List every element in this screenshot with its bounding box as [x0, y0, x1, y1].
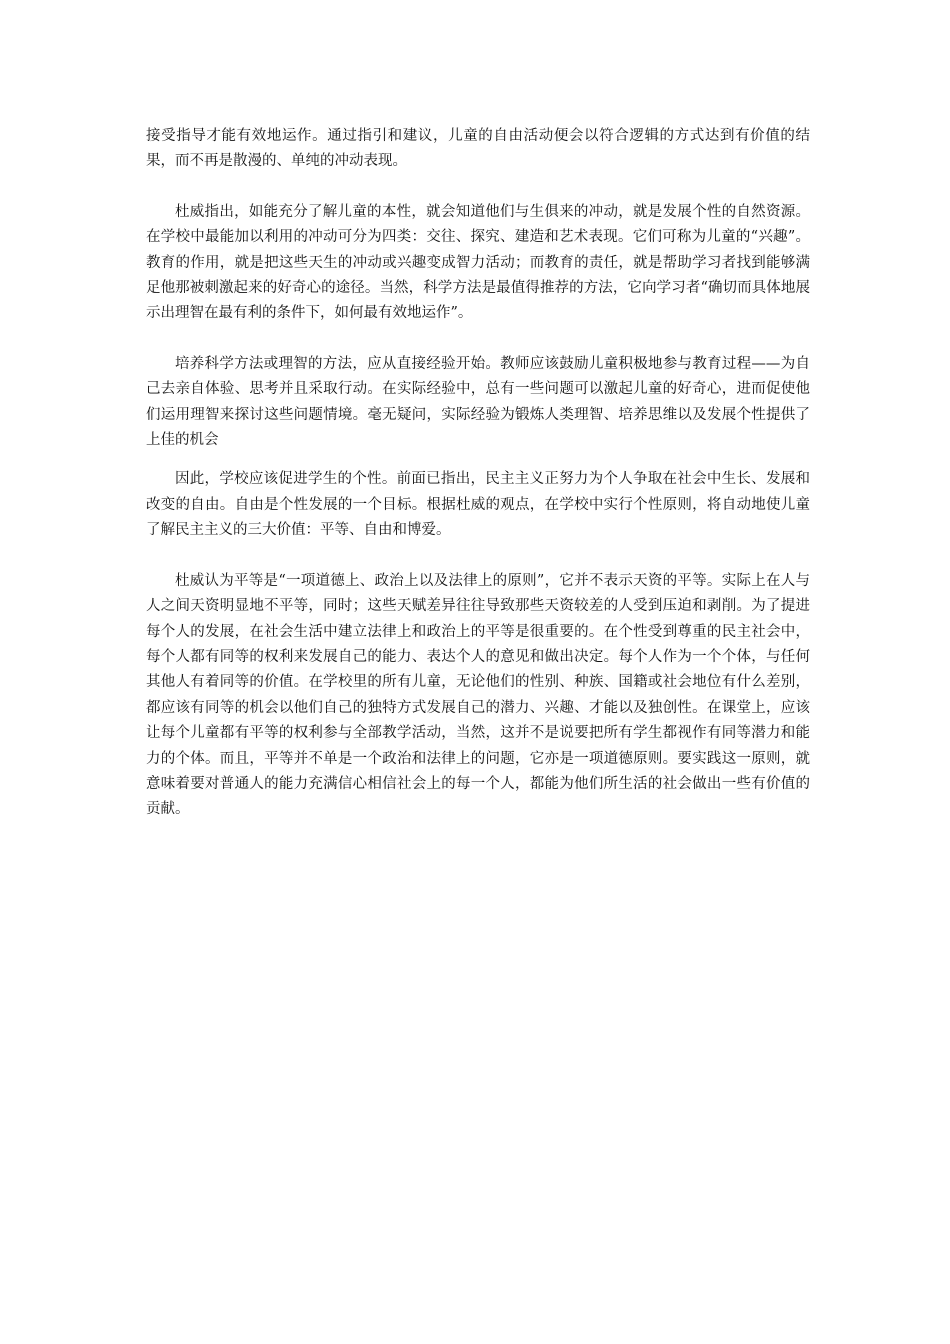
paragraph-dewey-impulses: 杜威指出，如能充分了解儿童的本性，就会知道他们与生俱来的冲动，就是发展个性的自然资源。在学校中最能加以利用的冲动可分为四类：交往、探究、建造和艺术表现。它们可称为儿童的“兴趣”。教育的作用，就是把这些天生的冲动或兴趣变成智力活动；而教育的责任，就是帮助学习者找到能够满足他那被刺激起来的好奇心的途径。当然，科学方法是最值得推荐的方法，它向学习者“确切而具体地展示出理智在最有利的条件下，如何最有效地运作”。 — [146, 203, 810, 322]
paragraph-equality: 杜威认为平等是“一项道德上、政治上以及法律上的原则”，它并不表示天资的平等。实际上在人与人之间天资明显地不平等，同时；这些天赋差异往往导致那些天资较差的人受到压迫和剥削。为了提进每个人的发展，在社会生活中建立法律上和政治上的平等是很重要的。在个性受到尊重的民主社会中，每个人都有同等的权利来发展自己的能力、表达个人的意见和做出决定。每个人作为一个个体，与任何其他人有着同等的价值。在学校里的所有儿童，无论他们的性别、种族、国籍或社会地位有什么差别，都应该有同等的机会以他们自己的独特方式发展自己的潜力、兴趣、才能以及独创性。在课堂上，应该让每个儿童都有平等的权利参与全部教学活动，当然，这并不是说要把所有学生都视作有同等潜力和能力的个体。而且，平等并不单是一个政治和法律上的问题，它亦是一项道德原则。要实践这一原则，就意味着要对普通人的能力充满信心相信社会上的每一个人，都能为他们所生活的社会做出一些有价值的贡献。 — [146, 572, 810, 818]
paragraph-scientific-method: 培养科学方法或理智的方法，应从直接经验开始。教师应该鼓励儿童积极地参与教育过程——为自己去亲自体验、思考并且采取行动。在实际经验中，总有一些问题可以激起儿童的好奇心，进而促使他们运用理智来探讨这些问题情境。毫无疑问，实际经验为锻炼人类理智、培养思维以及发展个性提供了上佳的机会 — [146, 355, 810, 449]
paragraph-individuality: 因此，学校应该促进学生的个性。前面已指出，民主主义正努力为个人争取在社会中生长、发展和改变的自由。自由是个性发展的一个目标。根据杜威的观点，在学校中实行个性原则，将自动地使儿童了解民主主义的三大价值：平等、自由和博爱。 — [146, 471, 810, 539]
paragraph-continuation: 接受指导才能有效地运作。通过指引和建议，儿童的自由活动便会以符合逻辑的方式达到有价值的结果，而不再是散漫的、单纯的冲动表现。 — [146, 128, 810, 170]
document-body — [146, 124, 810, 848]
